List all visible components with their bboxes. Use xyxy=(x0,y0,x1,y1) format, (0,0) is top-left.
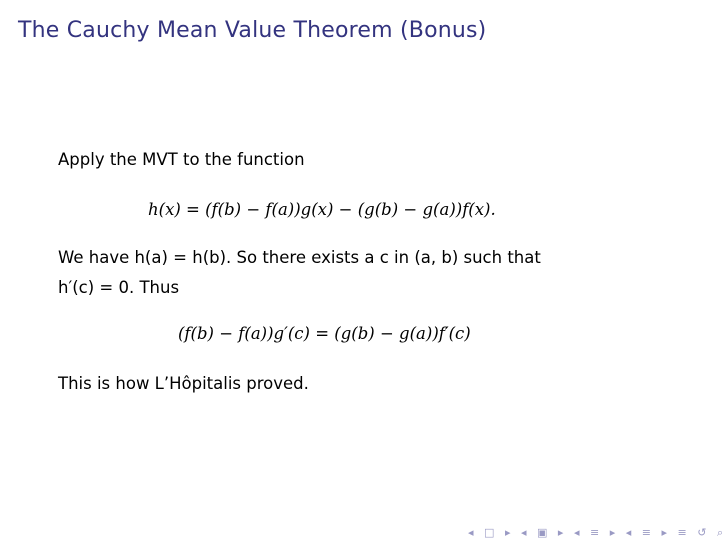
nav-section-icon[interactable]: ≡ xyxy=(589,526,601,539)
nav-frame-icon[interactable]: □ xyxy=(484,526,496,539)
nav-prev-frame-icon[interactable]: ◂ xyxy=(468,526,475,539)
intro-text: Apply the MVT to the function xyxy=(58,150,305,169)
statement-line-2: h′(c) = 0. Thus xyxy=(58,278,180,297)
nav-slide-icon[interactable]: ≡ xyxy=(641,526,652,539)
statement-line-1: We have h(a) = h(b). So there exists a c in (a, b) such that xyxy=(58,248,541,267)
nav-prev-subsection-icon[interactable]: ◂ xyxy=(520,526,528,539)
beamer-navigation-bar xyxy=(468,526,728,540)
nav-undo-icon[interactable]: ↺ xyxy=(697,526,708,539)
nav-next-section-icon[interactable]: ▸ xyxy=(609,526,617,539)
nav-next-frame-icon[interactable]: ▸ xyxy=(504,526,512,539)
nav-next-subsection-icon[interactable]: ▸ xyxy=(557,526,565,539)
conclusion-text: This is how L’Hôpitalis proved. xyxy=(58,374,309,393)
nav-subsection-icon[interactable]: ▣ xyxy=(537,526,549,539)
nav-prev-slide-icon[interactable]: ◂ xyxy=(625,526,633,539)
nav-outline-icon[interactable]: ≡ xyxy=(677,526,688,539)
equation-cauchy-result: (f(b) − f(a))g′(c) = (g(b) − g(a))f′(c) xyxy=(178,324,471,343)
nav-next-slide-icon[interactable]: ▸ xyxy=(661,526,668,539)
nav-search-icon[interactable]: ⌕ xyxy=(716,526,725,539)
equation-h-definition: h(x) = (f(b) − f(a))g(x) − (g(b) − g(a))f(x). xyxy=(148,200,496,219)
slide-title: The Cauchy Mean Value Theorem (Bonus) xyxy=(18,18,487,43)
nav-prev-section-icon[interactable]: ◂ xyxy=(573,526,581,539)
